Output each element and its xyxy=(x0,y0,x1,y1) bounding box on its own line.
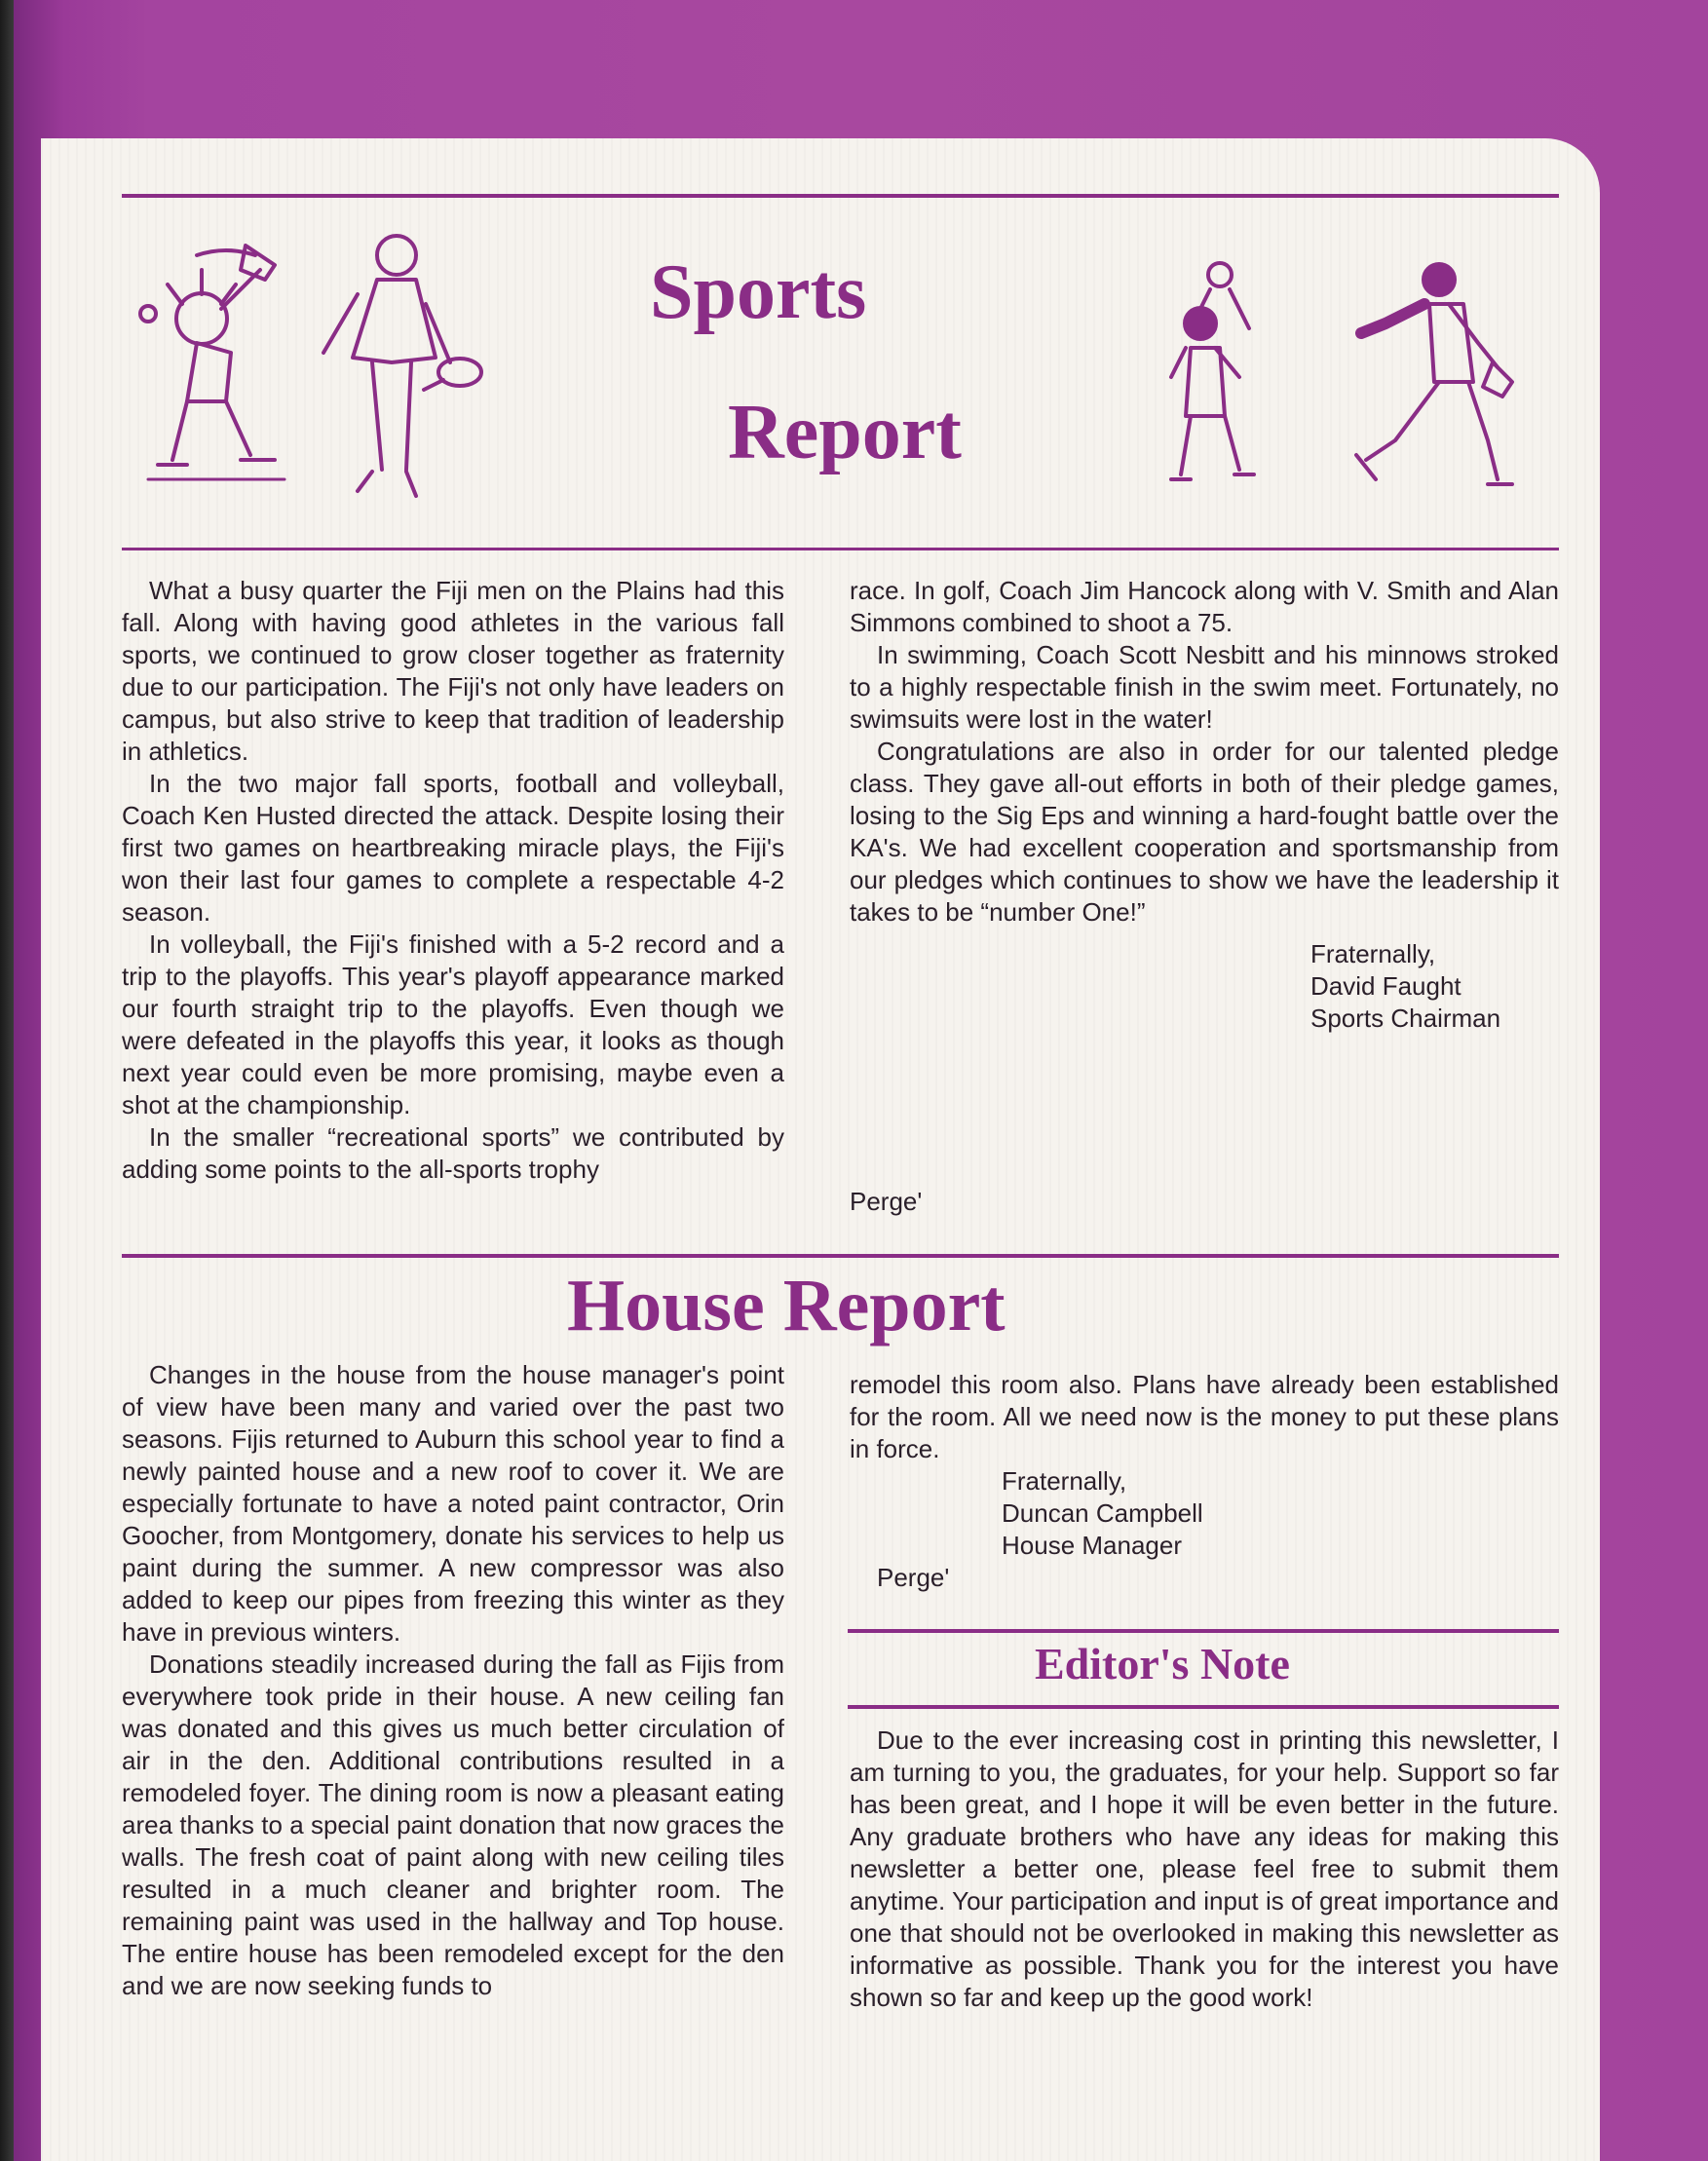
house-right-column xyxy=(850,1369,1559,1594)
sports-top-rule xyxy=(122,194,1559,198)
sports-title-line2: Report xyxy=(728,390,962,475)
house-top-rule xyxy=(122,1254,1559,1258)
editor-paragraph: Due to the ever increasing cost in printing this newsletter, I am turning to you, the graduates, for your help. Support so far has been great, and I hope it will be even better in the future. Any graduate brothers who have any ideas for making this newsletter a better one, please feel free to submit them anytime. Your participation and input is of great importance and one that should not be overlooked in making this newsletter as informative as possible. Thank you for the interest you have shown so far and keep up the good work! xyxy=(850,1725,1559,2012)
sports-title-line1: Sports xyxy=(650,249,867,335)
house-perge: Perge' xyxy=(877,1563,950,1592)
sports-paragraph: In swimming, Coach Scott Nesbitt and his minnows stroked to a highly respectable finish in the swim meet. Fortunately, no swimsuits were lost in the water! xyxy=(850,640,1559,734)
tennis-player-illustration xyxy=(299,216,494,509)
sports-perge: Perge' xyxy=(850,1187,923,1216)
sports-paragraph: race. In golf, Coach Jim Hancock along with V. Smith and Alan Simmons combined to shoot a 75. xyxy=(850,576,1559,637)
house-paragraph: remodel this room also. Plans have already been established for the room. All we need now is the money to put these plans in force. xyxy=(850,1370,1559,1463)
sports-paragraph: In the two major fall sports, football and volleyball, Coach Ken Husted directed the attack. Despite losing their first two games on heartbreaking miracle plays, the Fiji's won their last four games to complete a respectable 4-2 season. xyxy=(122,769,784,927)
sports-signoff: Fraternally, xyxy=(1310,939,1436,968)
sports-right-column xyxy=(850,575,1559,1035)
sports-paragraph: In volleyball, the Fiji's finished with a 5-2 record and a trip to the playoffs. This year's playoff appearance marked our fourth straight trip to the playoffs. Even though we were defeated in the playoffs this year, it looks as though next year could even be more promising, maybe even a shot at the championship. xyxy=(122,929,784,1119)
editor-title: Editor's Note xyxy=(1035,1639,1290,1688)
editor-column xyxy=(850,1725,1559,2014)
editor-top-rule xyxy=(848,1629,1559,1633)
spine-binding xyxy=(0,0,14,2161)
house-paragraph: Changes in the house from the house manager's point of view have been many and varied over the past two seasons. Fijis returned to Auburn this school year to find a newly painted house and a new roof to cover it. We are especially fortunate to have a noted paint contractor, Orin Goocher, from Montgomery, donate his services to help us paint during the summer. A new compressor was also added to keep our pipes from freezing this winter as they have in previous winters. xyxy=(122,1360,784,1647)
sports-paragraph: What a busy quarter the Fiji men on the Plains had this fall. Along with having good athletes in the various fall sports, we continued to grow closer together as fraternity due to our participation. The Fiji's not only have leaders on campus, but also strive to keep that tradition of leadership in athletics. xyxy=(122,576,784,766)
sports-paragraph: Congratulations are also in order for our talented pledge class. They gave all-out efforts in both of their pledge games, losing to the Sig Eps and winning a hard-fought battle over the KA's. We had excellent cooperation and sportsmanship from our pledges which continues to show we have the leadership it takes to be “number One!” xyxy=(850,737,1559,927)
sports-bottom-rule xyxy=(122,548,1559,550)
house-signoff: Fraternally, xyxy=(1002,1466,1127,1496)
sports-signer-title: Sports Chairman xyxy=(1310,1004,1501,1033)
baseball-catcher-illustration xyxy=(129,236,294,499)
house-title: House Report xyxy=(567,1265,1006,1346)
editor-bottom-rule xyxy=(848,1705,1559,1709)
sports-signer-name: David Faught xyxy=(1310,971,1461,1001)
house-signer-title: House Manager xyxy=(1002,1531,1182,1560)
runners-illustration xyxy=(1147,255,1273,489)
house-paragraph: Donations steadily increased during the fall as Fijis from everywhere took pride in their house. A new ceiling fan was donated and this gives us much better circulation of air in the den. Additional contributions resulted in a remodeled foyer. The dining room is now a pleasant eating area thanks to a special paint donation that now graces the walls. The fresh coat of paint along with new ceiling tiles resulted in a much cleaner and brighter room. The remaining paint was used in the hallway and Top house. The entire house has been remodeled except for the den and we are now seeking funds to xyxy=(122,1649,784,2000)
sports-left-column xyxy=(122,575,784,1186)
house-signer-name: Duncan Campbell xyxy=(1002,1498,1203,1528)
baseball-pitcher-illustration xyxy=(1347,255,1541,499)
sports-paragraph: In the smaller “recreational sports” we contributed by adding some points to the all-sports trophy xyxy=(122,1122,784,1184)
house-left-column xyxy=(122,1359,784,2002)
newsletter-page xyxy=(41,138,1600,2161)
